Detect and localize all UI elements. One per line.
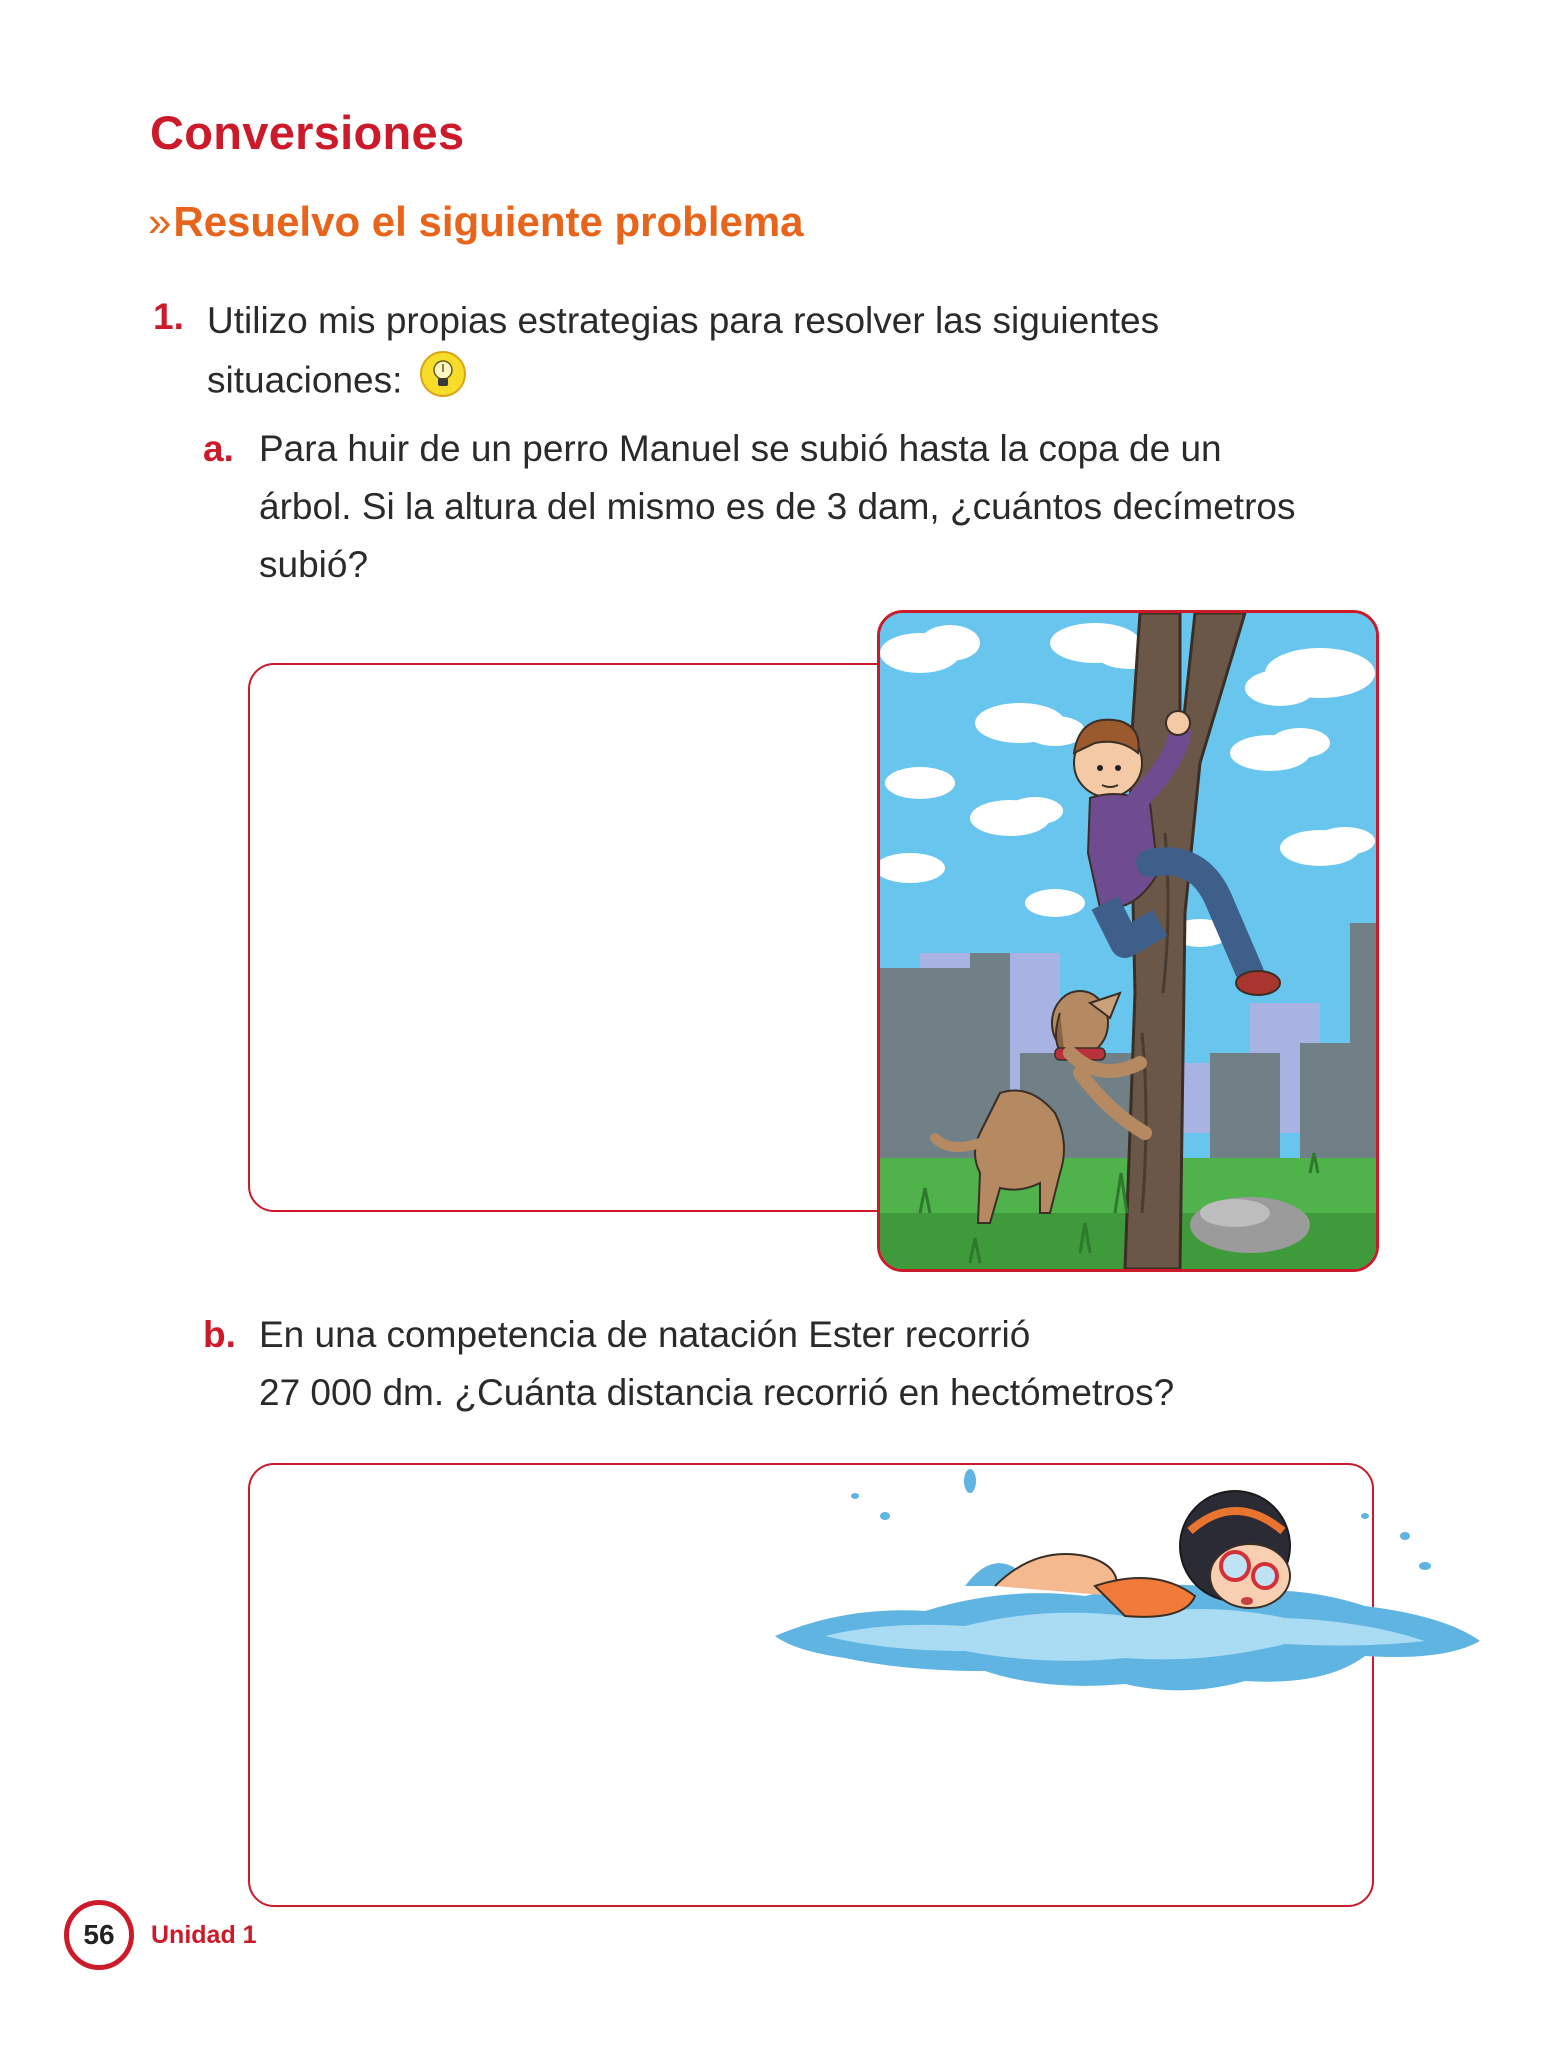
tree-dog-illustration [877, 610, 1379, 1272]
item-a-line: árbol. Si la altura del mismo es de 3 dam, ¿cuántos decímetros [259, 486, 1296, 527]
question-text-content: Utilizo mis propias estrategias para resolver las siguientes situaciones: [207, 300, 1160, 401]
question-number: 1. [153, 296, 184, 337]
unit-label: Unidad 1 [151, 1921, 257, 1949]
section-heading-text: Resuelvo el siguiente problema [173, 198, 804, 245]
item-a-letter: a. [203, 428, 234, 469]
page-number: 56 [64, 1900, 134, 1970]
item-a-line: Para huir de un perro Manuel se subió hasta la copa de un [259, 428, 1222, 469]
item-a-text [259, 420, 1295, 594]
item-a-line: subió? [259, 544, 369, 585]
lightbulb-icon [419, 350, 467, 415]
item-b-line: En una competencia de natación Ester recorrió [259, 1314, 1031, 1355]
question-text [207, 292, 1327, 415]
item-b-letter: b. [203, 1314, 236, 1355]
section-marker: » [148, 198, 172, 245]
swimmer-illustration [765, 1436, 1485, 1701]
answer-box-a[interactable] [248, 663, 932, 1212]
item-b-text [259, 1306, 1174, 1422]
page-title: Conversiones [150, 106, 465, 159]
section-heading [148, 198, 804, 246]
item-b-line: 27 000 dm. ¿Cuánta distancia recorrió en hectómetros? [259, 1372, 1175, 1413]
